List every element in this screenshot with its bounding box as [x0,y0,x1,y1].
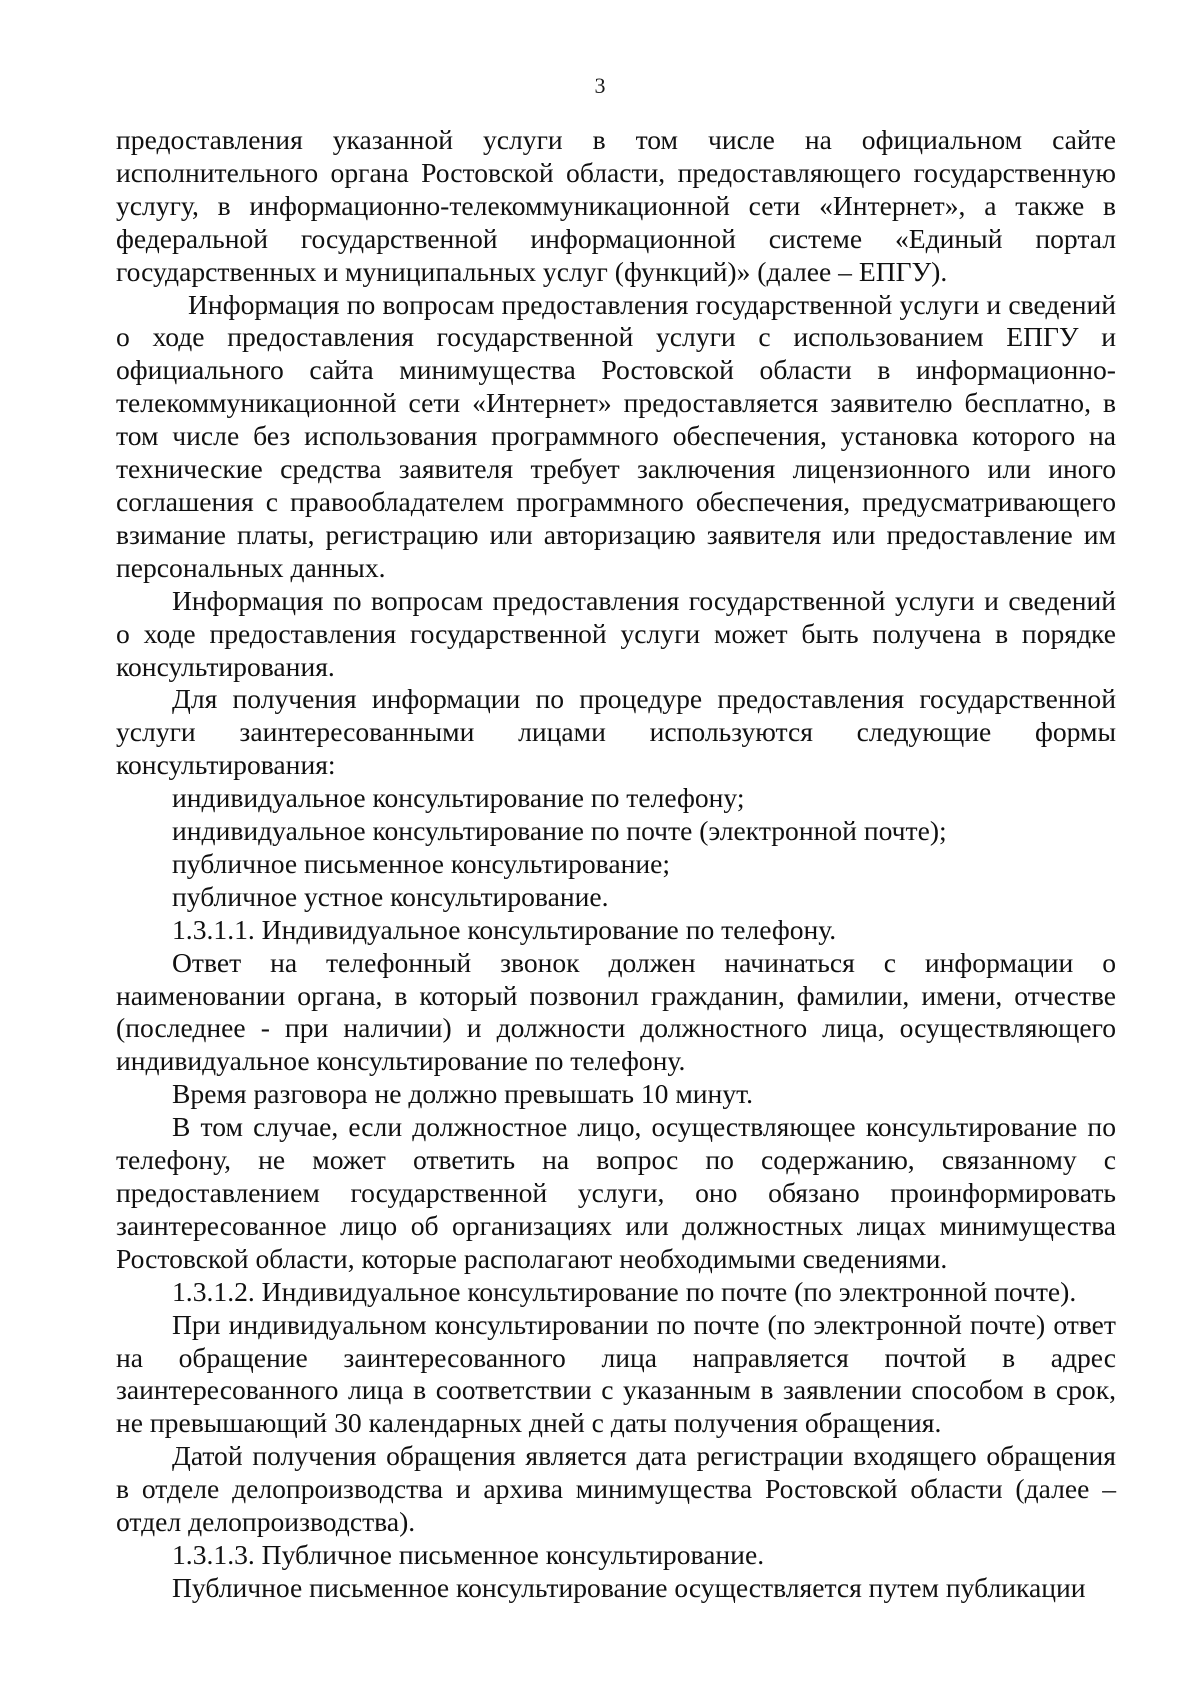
paragraph-continuation: предоставления указанной услуги в том числе на официальном сайте исполнительного органа Ростовской области, предоставляющего государственную услугу, в информационно-телекоммуникационной сети «Интернет», а также в федеральной государственной информационной системе «Единый портал государственных и муниципальных услуг (функций)» (далее – ЕПГУ). [116,124,1116,287]
paragraph-consulting-order: Информация по вопросам предоставления государственной услуги и сведений о ходе предоставления государственной услуги может быть получена в порядке консультирования. [116,584,1116,682]
document-body [116,124,1116,1605]
paragraph-call-duration: Время разговора не должно превышать 10 минут. [172,1078,754,1110]
paragraph-receipt-date: Датой получения обращения является дата регистрации входящего обращения в отделе делопроизводства и архива минимущества Ростовской области (далее – отдел делопроизводства). [116,1440,1116,1538]
list-item-phone-consulting: индивидуальное консультирование по телефону; [172,782,745,814]
page-number: 3 [594,73,606,98]
list-item-public-written-consulting: публичное письменное консультирование; [172,847,671,879]
list-item-public-oral-consulting: публичное устное консультирование. [172,880,609,912]
paragraph-epgu-information: Информация по вопросам предоставления государственной услуги и сведений о ходе предоставления государственной услуги с использованием ЕПГУ и официального сайта минимущества Ростовской области в информационно-телекоммуникационной сети «Интернет» предоставляется заявителю бесплатно, в том числе без использования программного обеспечения, установка которого на технические средства заявителя требует заключения лицензионного или иного соглашения с правообладателем программного обеспечения, предусматривающего взимание платы, регистрацию или авторизацию заявителя или предоставление им персональных данных. [116,288,1116,583]
paragraph-mail-answer: При индивидуальном консультировании по почте (по электронной почте) ответ на обращение заинтересованного лица направляется почтой в адрес заинтересованного лица в соответствии с указанным в заявлении способом в срок, не превышающий 30 календарных дней с даты получения обращения. [116,1308,1116,1439]
section-heading-1-3-1-1: 1.3.1.1. Индивидуальное консультирование по телефону. [172,913,837,945]
paragraph-consulting-forms: Для получения информации по процедуре предоставления государственной услуги заинтересованными лицами используются следующие формы консультирования: [116,683,1116,781]
paragraph-public-written-start: Публичное письменное консультирование осуществляется путем публикации [172,1571,1086,1603]
paragraph-cannot-answer: В том случае, если должностное лицо, осуществляющее консультирование по телефону, не может ответить на вопрос по содержанию, связанному с предоставлением государственной услуги, оно обязано проинформировать заинтересованное лицо об организациях или должностных лицах минимущества Ростовской области, которые располагают необходимыми сведениями. [116,1111,1116,1274]
paragraph-phone-answer: Ответ на телефонный звонок должен начинаться с информации о наименовании органа, в который позвонил гражданин, фамилии, имени, отчестве (последнее - при наличии) и должности должностного лица, осуществляющего индивидуальное консультирование по телефону. [116,946,1116,1077]
section-heading-1-3-1-3: 1.3.1.3. Публичное письменное консультирование. [172,1538,765,1570]
list-item-mail-consulting: индивидуальное консультирование по почте (электронной почте); [172,815,947,847]
section-heading-1-3-1-2: 1.3.1.2. Индивидуальное консультирование по почте (по электронной почте). [172,1275,1077,1307]
